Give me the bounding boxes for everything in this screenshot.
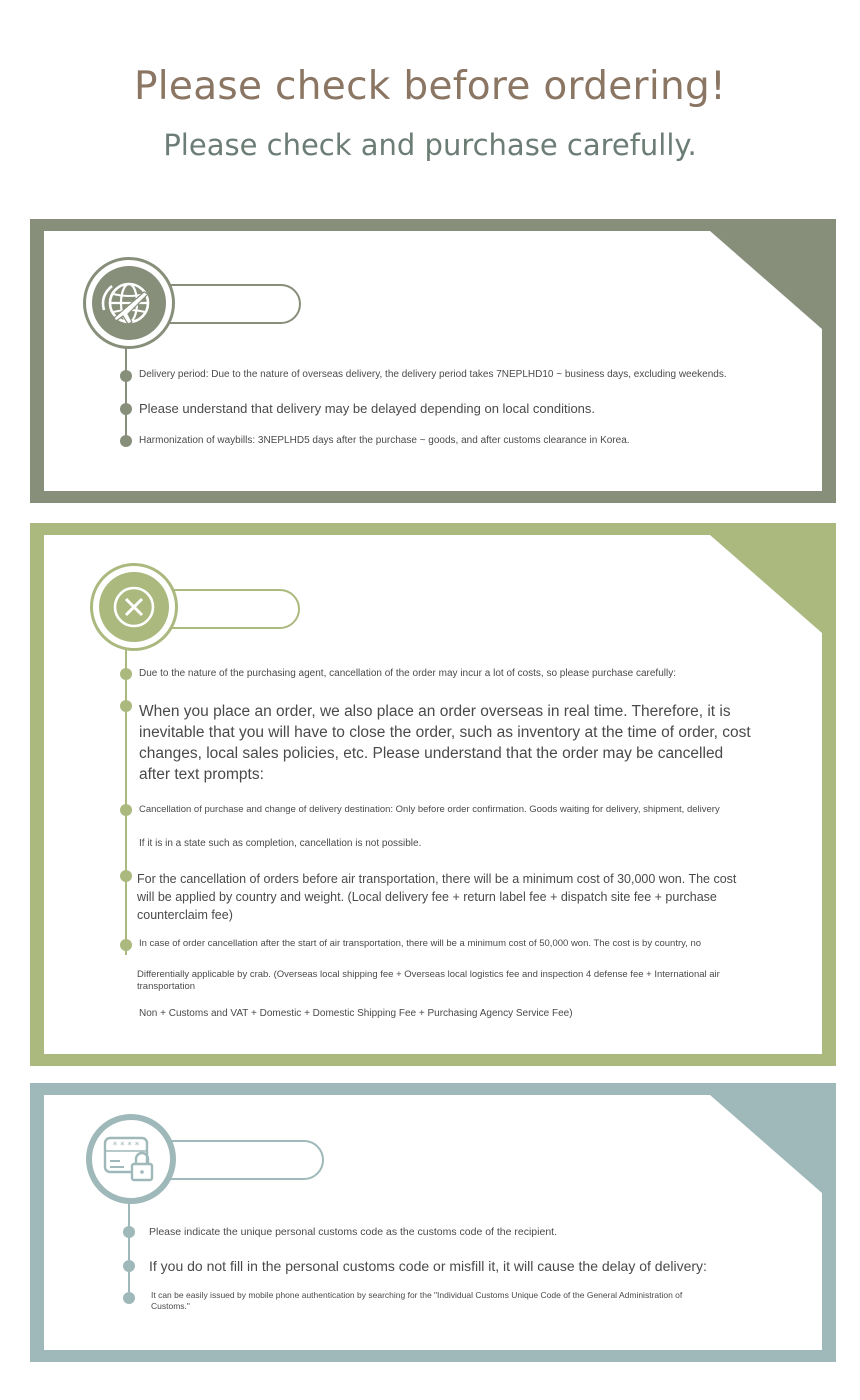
cancellation-item-8: Non + Customs and VAT + Domestic + Domestic Shipping Fee + Purchasing Agency Service Fee) bbox=[139, 1008, 573, 1019]
bullet-dot bbox=[120, 700, 132, 712]
cancellation-item-1: Due to the nature of the purchasing agent, cancellation of the order may incur a lot of costs, so please purchase carefully: bbox=[139, 668, 676, 679]
bullet-dot bbox=[123, 1292, 135, 1304]
corner-fold-decoration bbox=[710, 1095, 822, 1193]
globe-airplane-icon bbox=[92, 266, 166, 340]
cancel-x-icon bbox=[99, 572, 169, 642]
customs-code-item-1: Please indicate the unique personal customs code as the customs code of the recipient. bbox=[149, 1226, 557, 1238]
bullet-dot bbox=[123, 1226, 135, 1238]
cancellation-item-7: Differentially applicable by crab. (Overseas local shipping fee + Overseas local logistics fee and inspection 4 defense fee + International air transportation bbox=[137, 969, 720, 992]
bullet-dot bbox=[120, 435, 132, 447]
customs-code-lock-icon bbox=[96, 1124, 166, 1194]
cancellation-item-4: If it is in a state such as completion, cancellation is not possible. bbox=[139, 838, 422, 849]
svg-text:* * * *: * * * * bbox=[112, 1141, 140, 1151]
delivery-item-3: Harmonization of waybills: 3NEPLHD5 days after the purchase ~ goods, and after customs clearance in Korea. bbox=[139, 435, 630, 446]
cancellation-item-3: Cancellation of purchase and change of delivery destination: Only before order confirmation. Goods waiting for delivery, shipment, delivery bbox=[139, 804, 720, 815]
bullet-dot bbox=[120, 403, 132, 415]
customs-code-item-2: If you do not fill in the personal customs code or misfill it, it will cause the delay of delivery: bbox=[149, 1258, 707, 1274]
bullet-dot bbox=[120, 370, 132, 382]
corner-fold-decoration bbox=[710, 231, 822, 329]
customs-code-item-3: It can be easily issued by mobile phone authentication by searching for the "Individual Customs Unique Code of the General Administration of Customs." bbox=[151, 1290, 683, 1311]
page-header bbox=[0, 0, 860, 200]
cancellation-item-6: In case of order cancellation after the start of air transportation, there will be a minimum cost of 50,000 won. The cost is by country, no bbox=[139, 938, 702, 949]
bullet-dot bbox=[120, 668, 132, 680]
cancellation-item-2: When you place an order, we also place an order overseas in real time. Therefore, it is inevitable that you will have to close the order, such as inventory at the time of order, cost changes, local sales policies, etc. Please understand that the order may be cancelled after text prompts: bbox=[139, 703, 751, 783]
cancellation-item-5: For the cancellation of orders before air transportation, there will be a minimum cost of 30,000 won. The cost will be applied by country and weight. (Local delivery fee + return label fee + dispatch site fee + purchase counterclaim fee) bbox=[137, 872, 737, 923]
bullet-dot bbox=[123, 1260, 135, 1272]
cancellation-info-card bbox=[30, 523, 836, 1066]
timeline-line bbox=[128, 1195, 130, 1300]
delivery-info-card bbox=[30, 219, 836, 503]
corner-fold-decoration bbox=[710, 535, 822, 633]
timeline-line bbox=[125, 649, 127, 955]
bullet-dot bbox=[120, 804, 132, 816]
bullet-dot bbox=[120, 870, 132, 882]
customs-code-info-card bbox=[30, 1083, 836, 1362]
delivery-item-1: Delivery period: Due to the nature of overseas delivery, the delivery period takes 7NEPLHD10 ~ business days, excluding weekends. bbox=[139, 369, 727, 380]
delivery-item-2: Please understand that delivery may be delayed depending on local conditions. bbox=[139, 401, 596, 416]
page-title: Please check before ordering! bbox=[133, 64, 727, 109]
page-subtitle: Please check and purchase carefully. bbox=[163, 128, 697, 162]
bullet-dot bbox=[120, 939, 132, 951]
